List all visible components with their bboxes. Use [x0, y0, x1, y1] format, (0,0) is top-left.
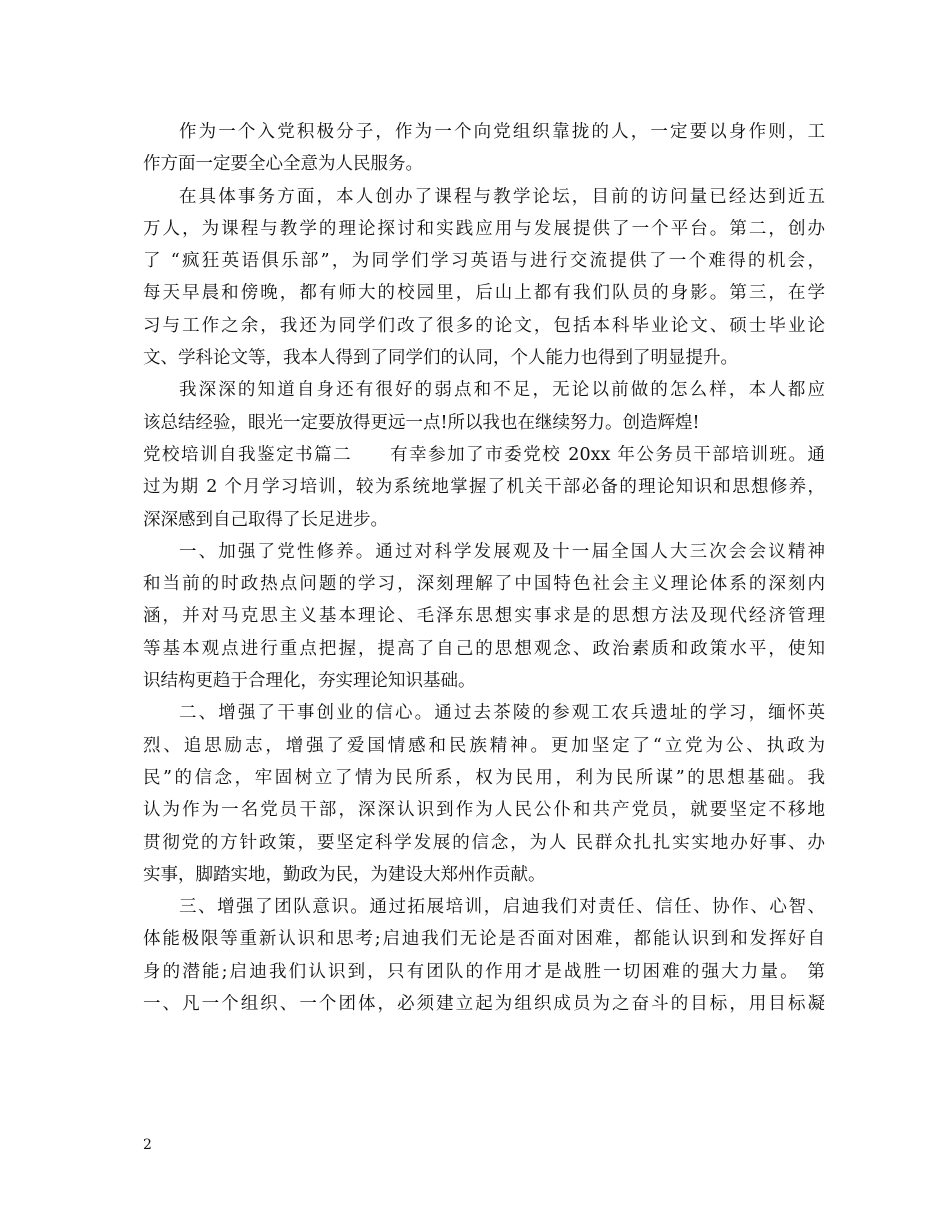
- text-line: 我深深的知道自身还有很好的弱点和不足，无论以前做的怎么样，本人都应: [179, 380, 825, 401]
- text-line: 在具体事务方面，本人创办了课程与教学论坛，目前的访问量已经达到近五: [179, 186, 825, 207]
- text-line: 二、增强了干事创业的信心。通过去茶陵的参观工农兵遗址的学习，缅怀英: [179, 703, 825, 724]
- text-line: 涵，并对马克思主义基本理论、毛泽东思想实事求是的思想方法及现代经济管理: [143, 606, 825, 627]
- text-line: 一、加强了党性修养。通过对科学发展观及十一届全国人大三次会会议精神: [179, 541, 825, 562]
- text-line: 过为期 2 个月学习培训，较为系统地掌握了机关干部必备的理论知识和思想修养，: [143, 477, 825, 498]
- text-line: 一、凡一个组织、一个团体，必须建立起为组织成员为之奋斗的目标，用目标凝: [143, 994, 825, 1015]
- text-line: 烈、追思励志，增强了爱国情感和民族精神。更加坚定了“立党为公、执政为: [143, 735, 825, 756]
- text-line: 三、增强了团队意识。通过拓展培训，启迪我们对责任、信任、协作、心智、: [179, 897, 825, 918]
- text-line: 了 “疯狂英语俱乐部”，为同学们学习英语与进行交流提供了一个难得的机会，: [143, 251, 825, 272]
- text-line: 民”的信念，牢固树立了情为民所系，权为民用，利为民所谋”的思想基础。我: [143, 767, 825, 788]
- text-line: 贯彻党的方针政策，要坚定科学发展的信念，为人 民群众扎扎实实地办好事、办: [143, 832, 825, 853]
- text-line: 体能极限等重新认识和思考;启迪我们无论是否面对困难，都能认识到和发挥好自: [143, 929, 825, 950]
- page-number: 2: [143, 1137, 152, 1153]
- text-line: 万人，为课程与教学的理论探讨和实践应用与发展提供了一个平台。第二，创办: [143, 218, 825, 239]
- text-line: 每天早晨和傍晚，都有师大的校园里，后山上都有我们队员的身影。第三，在学: [143, 283, 825, 304]
- text-line: 和当前的时政热点问题的学习，深刻理解了中国特色社会主义理论体系的深刻内: [143, 574, 825, 595]
- text-line: 作为一个入党积极分子，作为一个向党组织靠拢的人，一定要以身作则，工: [179, 122, 825, 142]
- text-line: 深深感到自己取得了长足进步。: [143, 509, 388, 530]
- text-line: 该总结经验，眼光一定要放得更远一点!所以我也在继续努力。创造辉煌!: [143, 412, 700, 433]
- text-line: 党校培训自我鉴定书篇二 有幸参加了市委党校 20xx 年公务员干部培训班。通: [143, 444, 825, 465]
- text-line: 实事，脚踏实地，勤政为民，为建设大郑州作贡献。: [143, 864, 546, 885]
- text-line: 作方面一定要全心全意为人民服务。: [143, 154, 423, 175]
- text-line: 识结构更趋于合理化，夯实理论知识基础。: [143, 671, 476, 692]
- text-line: 文、学科论文等，我本人得到了同学们的认同，个人能力也得到了明显提升。: [143, 348, 738, 369]
- text-line: 等基本观点进行重点把握，提高了自己的思想观念、政治素质和政策水平，使知: [143, 638, 825, 659]
- document-body: [143, 116, 825, 1020]
- text-line: 认为作为一名党员干部，深深认识到作为人民公仆和共产党员，就要坚定不移地: [143, 800, 825, 821]
- text-line: 习与工作之余，我还为同学们改了很多的论文，包括本科毕业论文、硕士毕业论: [143, 315, 825, 336]
- text-line: 身的潜能;启迪我们认识到，只有团队的作用才是战胜一切困难的强大力量。 第: [143, 961, 825, 982]
